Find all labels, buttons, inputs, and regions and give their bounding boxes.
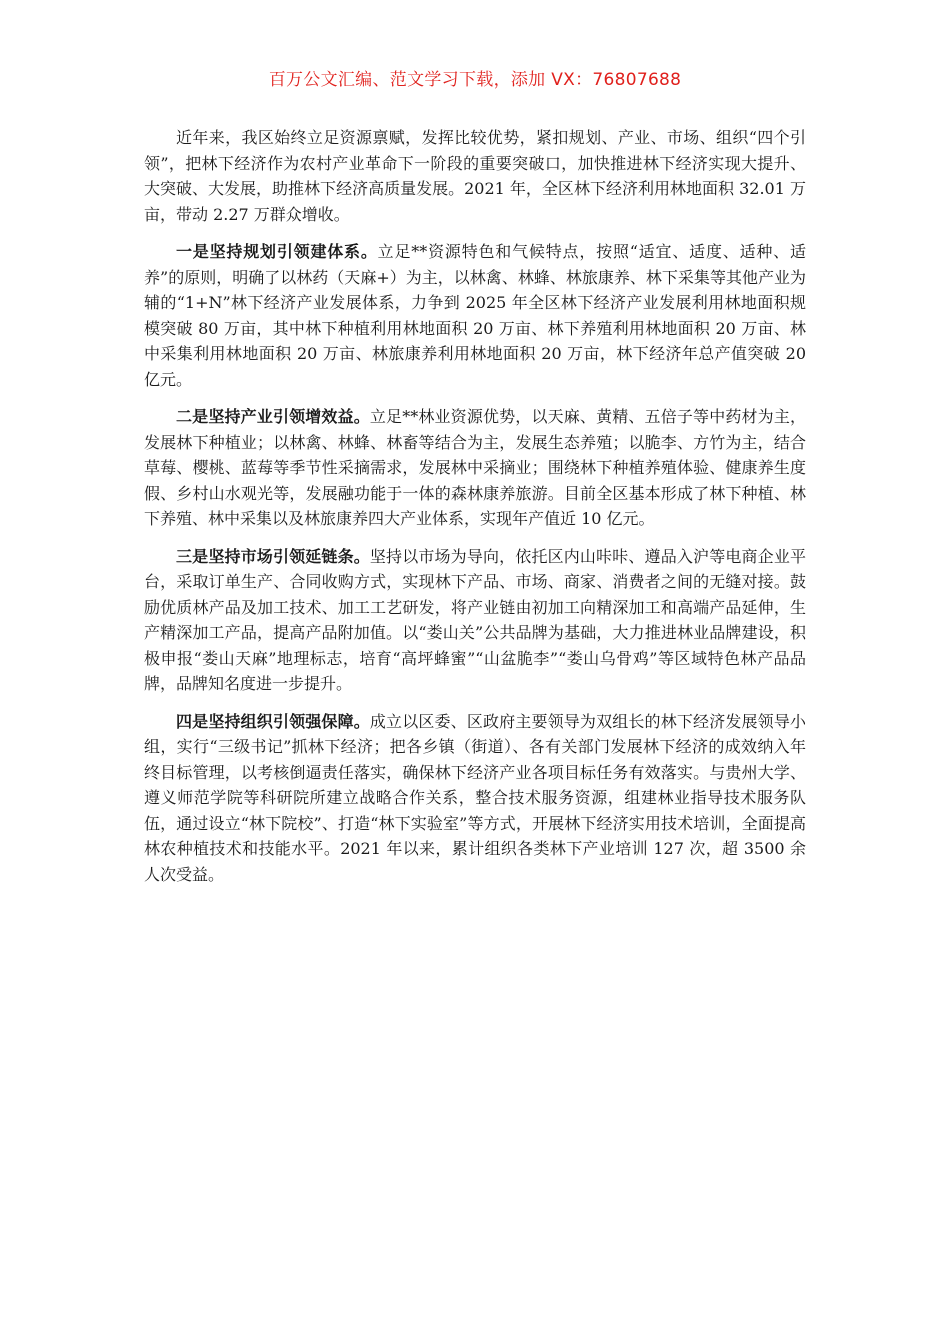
section-heading-market: 三是坚持市场引领延链条。 [176, 546, 370, 566]
section-paragraph-industry [144, 404, 806, 532]
intro-paragraph: 近年来，我区始终立足资源禀赋，发挥比较优势，紧扣规划、产业、市场、组织“四个引领”，把林下经济作为农村产业革命下一阶段的重要突破口，加快推进林下经济实现大提升、大突破、大发展，助推林下经济高质量发展。2021 年，全区林下经济利用林地面积 32.01 万亩，带动 2.27 万群众增收。 [144, 128, 806, 224]
section-text-industry: 立足**林业资源优势，以天麻、黄精、五倍子等中药材为主，发展林下种植业；以林禽、林蜂、林畜等结合为主，发展生态养殖；以脆李、方竹为主，结合草莓、樱桃、蓝莓等季节性采摘需求，发展林中采摘业；围绕林下种植养殖体验、健康养生度假、乡村山水观光等，发展融功能于一体的森林康养旅游。目前全区基本形成了林下种植、林下养殖、林中采集以及林旅康养四大产业体系，实现年产值近 10 亿元。 [144, 407, 806, 528]
section-heading-organization: 四是坚持组织引领强保障。 [176, 711, 370, 731]
section-text-organization: 成立以区委、区政府主要领导为双组长的林下经济发展领导小组，实行“三级书记”抓林下经济；把各乡镇（街道）、各有关部门发展林下经济的成效纳入年终目标管理，以考核倒逼责任落实，确保林下经济产业各项目标任务有效落实。与贵州大学、遵义师范学院等科研院所建立战略合作关系，整合技术服务资源，组建林业指导技术服务队伍，通过设立“林下院校”、打造“林下实验室”等方式，开展林下经济实用技术培训，全面提高林农种植技术和技能水平。2021 年以来，累计组织各类林下产业培训 127 次，超 3500 余人次受益。 [144, 711, 806, 884]
article-body [144, 125, 806, 899]
promo-banner: 百万公文汇编、范文学习下载，添加 VX：76807688 [268, 70, 682, 90]
section-heading-industry: 二是坚持产业引领增效益。 [176, 407, 370, 426]
section-text-market: 坚持以市场为导向，依托区内山咔咔、遵品入沪等电商企业平台，采取订单生产、合同收购方式，实现林下产品、市场、商家、消费者之间的无缝对接。鼓励优质林产品及加工技术、加工工艺研发，将产业链由初加工向精深加工和高端产品延伸，生产精深加工产品，提高产品附加值。以“娄山关”公共品牌为基础，大力推进林业品牌建设，积极申报“娄山天麻”地理标志，培育“高坪蜂蜜”“山盆脆李”“娄山乌骨鸡”等区域特色林产品品牌，品牌知名度进一步提升。 [144, 546, 806, 693]
section-paragraph-organization [144, 709, 806, 888]
section-paragraph-market [144, 544, 806, 697]
section-text-planning: 立足**资源特色和气候特点，按照“适宜、适度、适种、适养”的原则，明确了以林药（天麻+）为主，以林禽、林蜂、林旅康养、林下采集等其他产业为辅的“1+N”林下经济产业发展体系，力争到 2025 年全区林下经济产业发展利用林地面积规模突破 80 万亩，其中林下种植利用林地面积 20 万亩、林下养殖利用林地面积 20 万亩、林中采集利用林地面积 20 万亩、林旅康养利用林地面积 20 万亩，林下经济年总产值突破 20 亿元。 [144, 242, 806, 389]
section-paragraph-planning [144, 239, 806, 392]
section-heading-planning: 一是坚持规划引领建体系。 [176, 242, 378, 261]
